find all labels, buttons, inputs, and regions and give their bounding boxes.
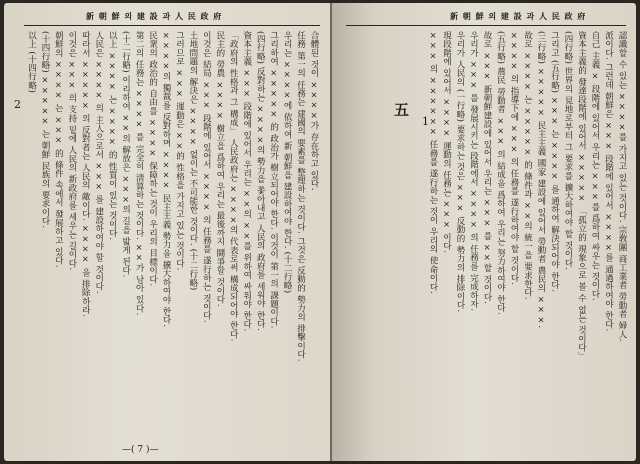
running-header: 新 朝 鮮 의 建 設 과 人 民 政 府 <box>450 11 587 21</box>
text-column: 資本主義的 發達段階에 있어서 ××××× 「孤立的 現象으로 볼 수 없는 것이다」 <box>576 31 587 361</box>
text-column: 合體된 것이 ××××가 存在하고 있다. <box>309 31 319 191</box>
text-column: 이것은 結局 ××× 段階에 있어서 ×××× 의 任務를 遂行하는 것이다. <box>201 31 212 323</box>
text-column: 故로 ×××× 는 ××××× 的 條件과 ××의 統一을 要求한다. <box>522 31 533 300</box>
left-page <box>4 3 330 461</box>
book-spread <box>4 3 636 461</box>
page-number: —( 7 )— <box>122 445 159 455</box>
side-label: 以上 (十四行略) <box>26 31 37 94</box>
text-column: 資本主義 ××× 段階에 있어서 우리는 ××의 ××를 위하여 싸워야 한다. <box>241 31 252 332</box>
header-rule <box>24 25 320 26</box>
text-column: (十二行略) 이리하여 ××의 解放은 ×××의 길을 밟게 된다. <box>120 31 131 278</box>
text-column: 人民은 ×××× 의 主人으로서 ××× 를 建設하여야 할 것이다. <box>93 31 104 294</box>
text-column: 派이다. 그런데 朝鮮은 ××× 段階에 있어서 ××××를 通過하여야 한다. <box>603 31 614 332</box>
text-column: (五行略) 農民 勞動者 ××× 의 結成을 爲하여 우리는 努力하여야 한다. <box>495 31 506 316</box>
text-column: 이것은 ××× 의 支持 밑에 人民의 新政府를 세우는 길이다. <box>66 31 77 271</box>
text-column: 任務 第一의 任務는 建國의 要素를 整理하는 것이다. 그것은 反動的 勢力의 排擊이다. <box>295 31 306 362</box>
text-column: 民主的 勞農 ×××× 樹立을 爲하여 우리는 最後까지 鬪爭할 것이다. <box>214 31 225 307</box>
text-column: 「政府의 性格과 그 構成」 人民政府는 ××××의 代表로써 構成되어야 한다. <box>228 31 239 342</box>
section-sub-number: 1 <box>422 115 429 128</box>
text-column: 우리는 ××××에 依하여 新 朝鮮을 建設하여야 한다. (十二行略) <box>282 31 293 294</box>
header-rule <box>346 25 626 26</box>
right-page <box>332 3 636 461</box>
side-numeral: 2 <box>14 98 21 111</box>
text-column: (三行略) ××××× 民主主義 國家 建設에 있어서 勞動者 農民의 ×××. <box>536 31 546 329</box>
text-column: ××× 의 ×××××× 任務를 遂行하는 것이 우리의 使命이다. <box>428 31 438 294</box>
text-column: 認識할 수 있는 ××××를 가지고 있는 것이다. 宗敎團 商工業者 勞動者 婦人. <box>617 31 627 342</box>
text-columns <box>344 31 628 437</box>
text-column: 우리가 ××× 를 發展시키는 段階에서 ×××× 의 任務를 完成하자. <box>468 31 479 312</box>
text-column: 民衆의 政治的 自由를 ×××× 保障하는 것이 우리의 目標이다. <box>147 31 158 287</box>
section-number: 五 <box>394 101 410 119</box>
text-column: 그러므로 ××× 運動은 ××的 性格을 가지고 있는 것이다. <box>174 31 185 271</box>
text-column: (四行略) 世界의 見地로부터 그 要求를 擴大하여야 할 것이다. <box>563 31 573 271</box>
text-column: 그리고 (五行略) ××× 는 ×××× 를 通하여 解決되어야 한다. <box>549 31 560 293</box>
text-column: 現段階에 있어서 ×××× 運動의 任務는 ××× 이다. <box>441 31 452 254</box>
text-column: 以上 ×××× 는 ×××× 的 性質이 있는 것이다. <box>107 31 118 241</box>
text-column: 朝鮮의 ×××× 는 ××× 的 條件 속에서 發展하고 있다. <box>53 31 64 268</box>
text-column: 따라서 ××××× 의 反對者는 人民의 敵이다. ×××× 을 排除하라. <box>80 31 91 318</box>
text-column: (四行略) 反對하는 ××××의 勢力을 쫓아내고 人民의 政府를 세워야 한다. <box>255 31 266 332</box>
text-column: 第二의 任務는 ×××× 를 完全히 淸算하는 것이다. ××가 남아 있다. <box>134 31 145 316</box>
text-column: 그리하여 ××××× 的 政治가 樹立되어야 한다. 이것이 第一의 課題이다. <box>268 31 279 329</box>
running-header: 新 朝 鮮 의 建 設 과 人 民 政 府 <box>86 11 223 21</box>
text-column: 自己 主義 × 段階에 있어서 우리는 ×××를 爲하여 싸우는 것이다. <box>590 31 600 301</box>
text-column: 우리가 人民의 (一行略) 要求하는 것은 ××× 反動的 勢力의 排除이다. <box>455 31 465 313</box>
text-columns <box>24 31 320 437</box>
text-column: (十四行略) ××××× 는 朝鮮 民族의 要求이다. <box>39 31 50 229</box>
text-column: ×××× 의 指導下에 ××× 의 任務를 遂行하여야 할 것이다. <box>509 31 519 286</box>
text-column: ××××의 獨裁를 反對하며 ×××× 民主主義 勢力을 擴大하여야 한다. <box>161 31 172 328</box>
text-column: 故로 ××× 新朝鮮建設에 있어서 우리는 ××× 를 ××할 것이다. <box>482 31 492 305</box>
text-column: 土地問題의 解決은 ×××× 없이는 不可能한 것이다. (十二行略) <box>187 31 198 291</box>
